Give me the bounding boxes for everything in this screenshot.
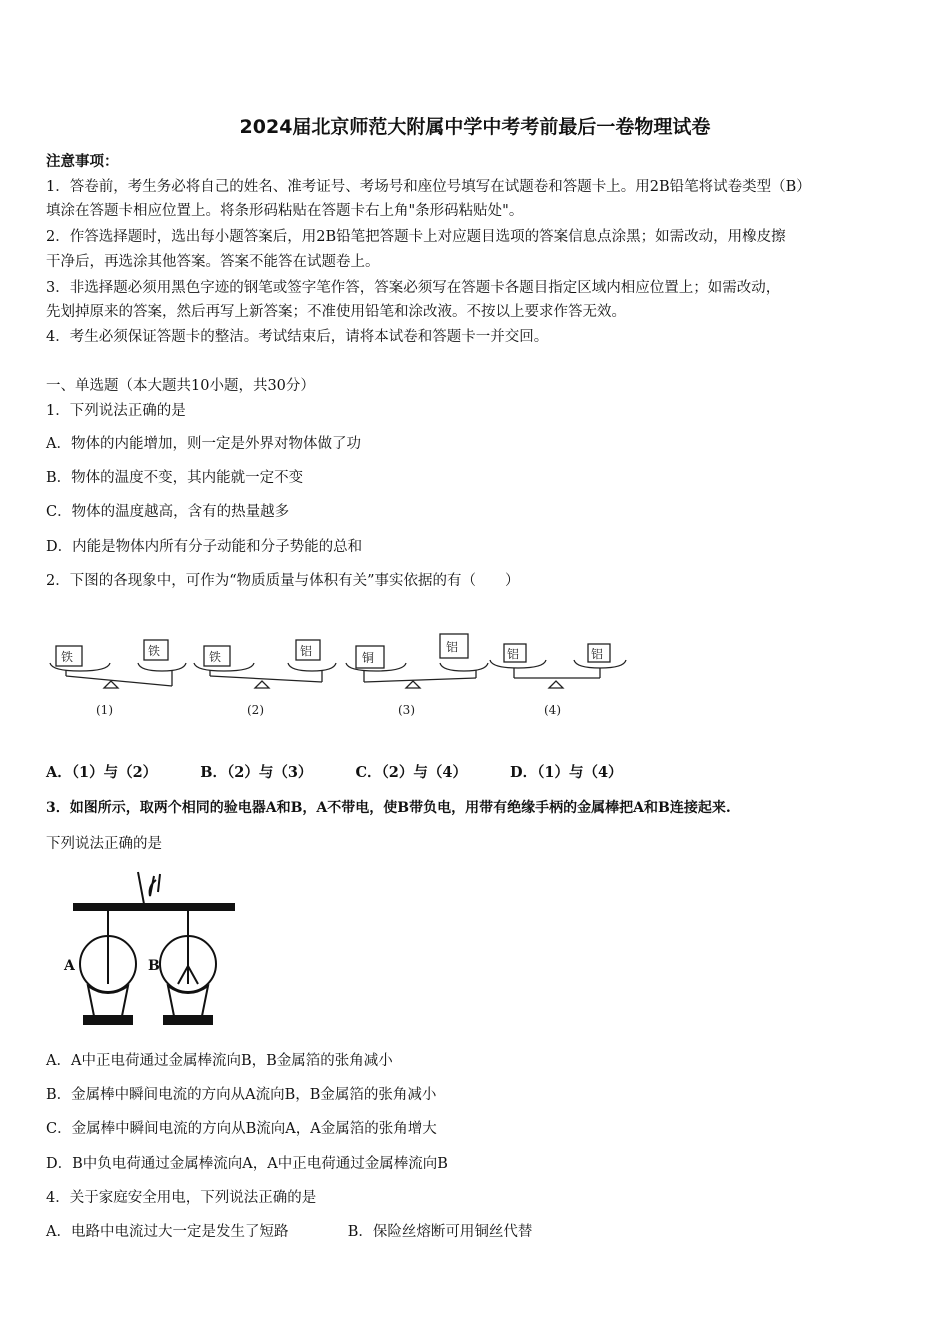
block-label: 铝 <box>300 644 313 658</box>
q2-options <box>46 763 661 783</box>
notice-line: 2．作答选择题时，选出每小题答案后，用2B铅笔把答题卡上对应题目选项的答案信息点涂黑；如需改动，用橡皮擦 <box>46 229 786 245</box>
figure-label: (4) <box>544 703 561 717</box>
pan-left <box>50 663 110 671</box>
q4-option-b: B．保险丝熔断可用铜丝代替 <box>347 1224 533 1240</box>
q2-option-b: B．（2）与（3） <box>200 764 313 781</box>
block-label: 铝 <box>591 647 604 661</box>
q2-option-c: C．（2）与（4） <box>355 764 467 781</box>
block-label: 铜 <box>362 651 375 665</box>
section-heading: 一、单选题（本大题共10小题，共30分） <box>46 378 315 394</box>
q2-option-d: D．（1）与（4） <box>510 764 623 781</box>
q1-option-d: D．内能是物体内所有分子动能和分子势能的总和 <box>46 539 363 555</box>
block-label: 铁 <box>209 650 222 664</box>
fulcrum <box>104 681 118 688</box>
notice-line: 干净后，再选涂其他答案。答案不能答在试题卷上。 <box>46 254 380 270</box>
figure-label: (3) <box>398 703 415 717</box>
page-title: 2024届北京师范大附属中学中考考前最后一卷物理试卷 <box>239 116 711 138</box>
q3-option-b: B．金属棒中瞬间电流的方向从A流向B，B金属箔的张角减小 <box>46 1087 437 1103</box>
notice-heading: 注意事项： <box>46 153 119 170</box>
notice-line: 3．非选择题必须用黑色字迹的钢笔或签字笔作答，答案必须写在答题卡各题目指定区域内相应位置上；如需改动， <box>46 280 781 296</box>
q1-option-b: B．物体的温度不变，其内能就一定不变 <box>46 470 304 486</box>
q3-option-c: C．金属棒中瞬间电流的方向从B流向A，A金属箔的张角增大 <box>46 1121 437 1137</box>
question-4-stem: 4．关于家庭安全用电，下列说法正确的是 <box>46 1190 317 1206</box>
figure-label: (1) <box>96 703 113 717</box>
notice-line: 填涂在答题卡相应位置上。将条形码粘贴在答题卡右上角"条形码粘贴处"。 <box>46 203 524 219</box>
notice-line: 4．考生必须保证答题卡的整洁。考试结束后，请将本试卷和答题卡一并交回。 <box>46 329 549 345</box>
block-label: 铝 <box>446 640 459 654</box>
electroscope-label: A <box>64 958 75 974</box>
block-label: 铝 <box>507 647 520 661</box>
q3-option-d: D．B中负电荷通过金属棒流向A，A中正电荷通过金属棒流向B <box>46 1156 448 1172</box>
block-label: 铁 <box>148 644 161 658</box>
electroscope-label: B <box>148 958 160 974</box>
q4-options <box>46 1222 532 1242</box>
insulated-handle <box>138 872 160 904</box>
q1-option-a: A．物体的内能增加，则一定是外界对物体做了功 <box>46 436 361 452</box>
block-label: 铁 <box>61 650 74 664</box>
q2-option-a: A．（1）与（2） <box>46 764 158 781</box>
q3-option-a: A．A中正电荷通过金属棒流向B，B金属箔的张角减小 <box>46 1053 393 1069</box>
pan-right <box>138 663 186 671</box>
balance-figure <box>44 626 634 726</box>
q1-option-c: C．物体的温度越高，含有的热量越多 <box>46 504 290 520</box>
metal-rod <box>74 904 234 910</box>
question-1-stem: 1．下列说法正确的是 <box>46 403 186 419</box>
question-3-stem-cont: 下列说法正确的是 <box>46 836 162 852</box>
question-3-stem: 3．如图所示，取两个相同的验电器A和B，A不带电，使B带负电，用带有绝缘手柄的金属棒把A和B连接起来. <box>46 800 731 816</box>
q4-option-a: A．电路中电流过大一定是发生了短路 <box>46 1224 289 1240</box>
notice-line: 1．答卷前，考生务必将自己的姓名、准考证号、考场号和座位号填写在试题卷和答题卡上。用2B铅笔将试卷类型（B） <box>46 179 811 195</box>
question-2-stem: 2．下图的各现象中，可作为“物质质量与体积有关”事实依据的有（ ） <box>46 573 520 589</box>
notice-line: 先划掉原来的答案，然后再写上新答案；不准使用铅笔和涂改液。不按以上要求作答无效。 <box>46 304 626 320</box>
figure-label: (2) <box>247 703 264 717</box>
electroscope-figure <box>60 866 240 1030</box>
